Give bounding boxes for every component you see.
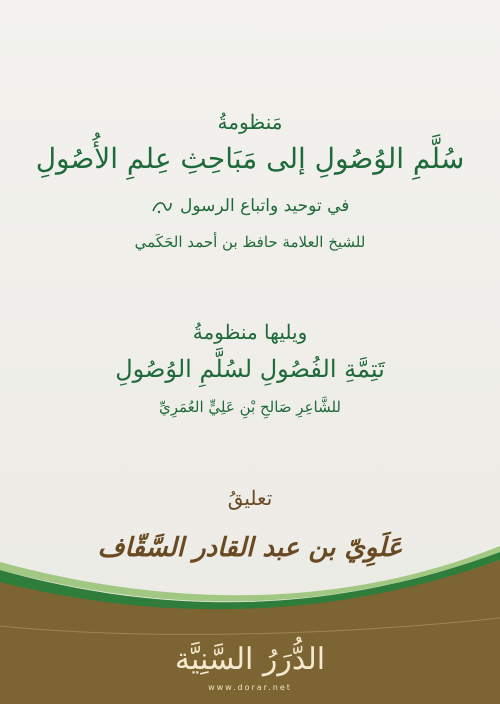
second-title: تَتِمَّةِ الفُصُولِ لسُلَّمِ الوُصُولِ (115, 355, 385, 383)
commentator-name: عَلَوِيّ بن عبد القادر السَّقّاف (97, 533, 403, 563)
subtitle (0, 196, 500, 216)
subtitle-text: في توحيد واتباع الرسول (180, 196, 350, 216)
decorative-wave-band (0, 540, 500, 704)
publisher-website[interactable]: www.dorar.net (208, 683, 292, 692)
publisher-logo: الدُّرَرُ السَّنِيَّة (174, 642, 326, 677)
followed-by-label: ويليها منظومةُ (192, 320, 308, 344)
salawat-icon (151, 199, 173, 215)
main-title: سُلَّمِ الوُصُولِ إلى مَبَاحِثِ عِلمِ الأُصُولِ (35, 142, 465, 175)
poem-label: مَنظومةُ (217, 110, 283, 134)
second-author: للشَّاعِرِ صَالحِ بْنِ عَلِيٍّ العُمَرِيِّ (158, 398, 342, 416)
author-line: للشيخ العلامة حافظ بن أحمد الحَكَمي (134, 233, 366, 251)
commentary-label: تعليقُ (227, 486, 273, 510)
